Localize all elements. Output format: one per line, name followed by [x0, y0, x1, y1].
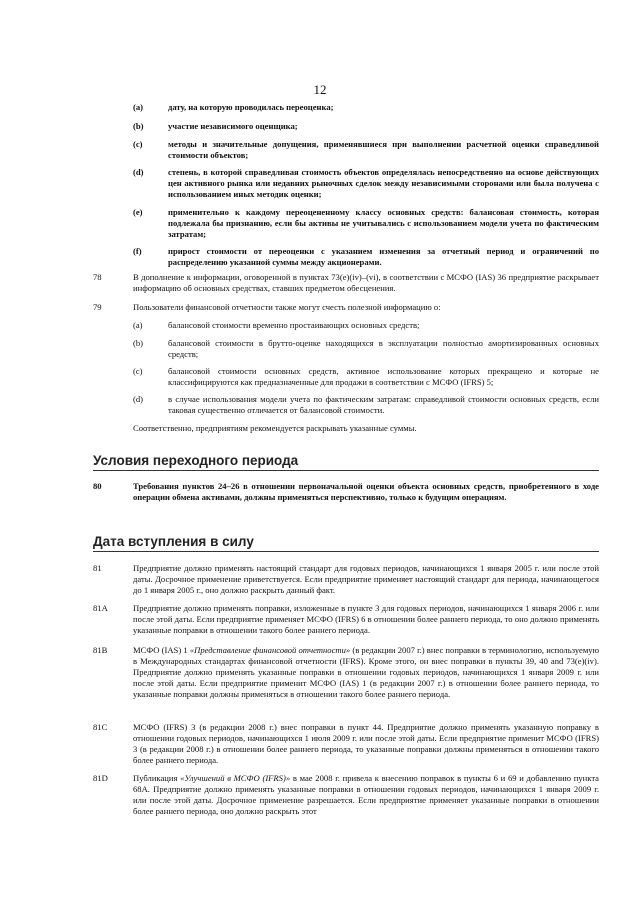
paragraph-number: 81D: [93, 773, 108, 783]
paragraph-text-part: (в редакции 2007 г.) внес поправки в терминологию, используемую в Международных стандартах финансовой отчетности (IFRS). Кроме этого, он внес поправки в пункты 39, 40 and 73(e)(iv). Предприятие должно применять указанные поправки в отношении годовых периодов, начинающихся 1 января 2009 г. или после этой даты. Если предприятие применит МСФО (IAS) 1 (в редакции 2007 г.) в отношении более раннего периода, то указанные поправки должны применяться в отношении такого более раннего периода.: [133, 645, 599, 699]
paragraph-text: В дополнение к информации, оговоренной в пунктах 73(e)(iv)–(vi), в соответствии с МСФО (IAS) 36 предприятие раскрывает информацию об основных средствах, ставших предметом обесценения.: [133, 272, 599, 293]
list-item-label: (c): [133, 366, 143, 376]
list-item-label: (a): [133, 102, 144, 112]
heading-rule: [93, 470, 599, 471]
paragraph: [93, 645, 599, 700]
paragraph-text: [133, 773, 599, 817]
list-item-label: (b): [133, 338, 144, 348]
section-heading: Условия переходного периода: [93, 453, 299, 468]
paragraph-text-part: в мае 2008 г. привела к внесению поправок в пункты 6 и 69 и добавлению пункта 68A. Предприятие должно применять указанные поправки в отношении годовых периодов, начинающихся 1 января 2009 г. или после этой даты. Досрочное применение разрешается. Если предприятие применяет указанные поправки в отношении более раннего периода, оно должно раскрыть этот: [133, 773, 599, 816]
list-item: [133, 394, 599, 416]
paragraph-number: 81: [93, 563, 102, 573]
document-title-reference: «Улучшений в МСФО (IFRS)»: [180, 773, 291, 783]
paragraph-text: Требования пунктов 24–26 в отношении первоначальной оценки объекта основных средств, приобретенного в ходе операции обмена активами, должны применяться перспективно, только к будущим операциям.: [133, 481, 599, 502]
paragraph-number: 81A: [93, 603, 108, 613]
paragraph: [93, 272, 599, 294]
paragraph-text: Соответственно, предприятиям рекомендуется раскрывать указанные суммы.: [133, 423, 417, 433]
list-item-label: (f): [133, 246, 142, 256]
list-item-text: методы и значительные допущения, применявшиеся при выполнении расчетной оценки справедливой стоимости объектов;: [168, 139, 599, 160]
paragraph-text-part: Публикация: [133, 773, 181, 783]
list-item-label: (d): [133, 167, 144, 177]
list-item-label: (e): [133, 207, 143, 217]
paragraph-text: Предприятие должно применять настоящий стандарт для годовых периодов, начинающихся 1 января 2005 г. или после этой даты. Досрочное применение приветствуется. Если предприятие применяет настоящий стандарт для периода, начинающегося до 1 января 2005 г., оно должно раскрыть данный факт.: [133, 563, 599, 595]
document-title-reference: «Представление финансовой отчетности»: [189, 645, 351, 655]
list-item: [133, 167, 599, 200]
list-item-text: прирост стоимости от переоценки с указанием изменения за отчетный период и ограничений по распределению указанной суммы между акционерами.: [168, 246, 599, 267]
list-item-text: балансовой стоимости в брутто-оценке находящихся в эксплуатации полностью амортизированных основных средств;: [168, 338, 599, 359]
paragraph-text: МСФО (IFRS) 3 (в редакции 2008 г.) внес поправки в пункт 44. Предприятие должно применять указанную поправку в отношении годовых периодов, начинающихся 1 июля 2009 г. или после этой даты. Если предприятие применит МСФО (IFRS) 3 (в редакции 2008 г.) в отношении более раннего периода, то указанные поправки должны применяться в отношении такого более раннего периода.: [133, 722, 599, 765]
paragraph-number: 79: [93, 302, 102, 312]
list-item-text: в случае использования модели учета по фактическим затратам: справедливой стоимости основных средств, если таковая существенно отличается от балансовой стоимости.: [168, 394, 599, 415]
list-item: [133, 102, 599, 113]
paragraph: [93, 722, 599, 766]
paragraph: [93, 773, 599, 817]
paragraph: [93, 603, 599, 636]
list-item-text: применительно к каждому переоцененному классу основных средств: балансовая стоимость, которая подлежала бы признанию, если бы активы не учитывались с использованием модели учета по фактическим затратам;: [168, 207, 599, 239]
list-item: [133, 338, 599, 360]
list-item: [133, 139, 599, 161]
list-item: [133, 320, 599, 331]
list-item-label: (c): [133, 139, 143, 149]
paragraph-text: Пользователи финансовой отчетности также могут счесть полезной информацию о:: [133, 302, 441, 312]
list-item-label: (d): [133, 394, 144, 404]
list-item: [133, 207, 599, 240]
list-item: [133, 366, 599, 388]
list-item-text: дату, на которую проводилась переоценка;: [168, 102, 334, 112]
paragraph-text: [133, 645, 599, 700]
list-item-label: (b): [133, 121, 144, 131]
paragraph: [93, 302, 599, 313]
section-heading: Дата вступления в силу: [93, 534, 254, 549]
paragraph: [93, 563, 599, 596]
list-item-text: степень, в которой справедливая стоимость объектов определялась непосредственно на основе действующих цен активного рынка или недавних рыночных сделок между независимыми сторонами или была получена с использованием иных методик оценки;: [168, 167, 599, 199]
list-item: [133, 121, 599, 132]
paragraph-number: 81C: [93, 722, 108, 732]
list-item-text: балансовой стоимости временно простаивающих основных средств;: [168, 320, 420, 330]
paragraph-text-part: МСФО (IAS) 1: [133, 645, 190, 655]
paragraph-text: [133, 423, 599, 434]
paragraph-number: 78: [93, 272, 102, 282]
list-item-text: участие независимого оценщика;: [168, 121, 298, 131]
paragraph-number: 81B: [93, 645, 108, 655]
list-item: [133, 246, 599, 268]
list-item-text: балансовой стоимости основных средств, активное использование которых прекращено и которые не классифицируются как предназначенные для продажи в соответствии с МСФО (IFRS) 5;: [168, 366, 599, 387]
page-number: 12: [313, 82, 327, 97]
paragraph: [93, 481, 599, 503]
paragraph-number: 80: [93, 481, 102, 491]
heading-rule: [93, 551, 599, 552]
paragraph-text: Предприятие должно применять поправки, изложенные в пункте 3 для годовых периодов, начинающихся 1 января 2006 г. или после этой даты. Если предприятие применяет МСФО (IFRS) 6 в отношении более раннего периода, то оно должно применять указанные поправки в отношении такого более раннего периода.: [133, 603, 599, 635]
list-item-label: (a): [133, 320, 143, 330]
